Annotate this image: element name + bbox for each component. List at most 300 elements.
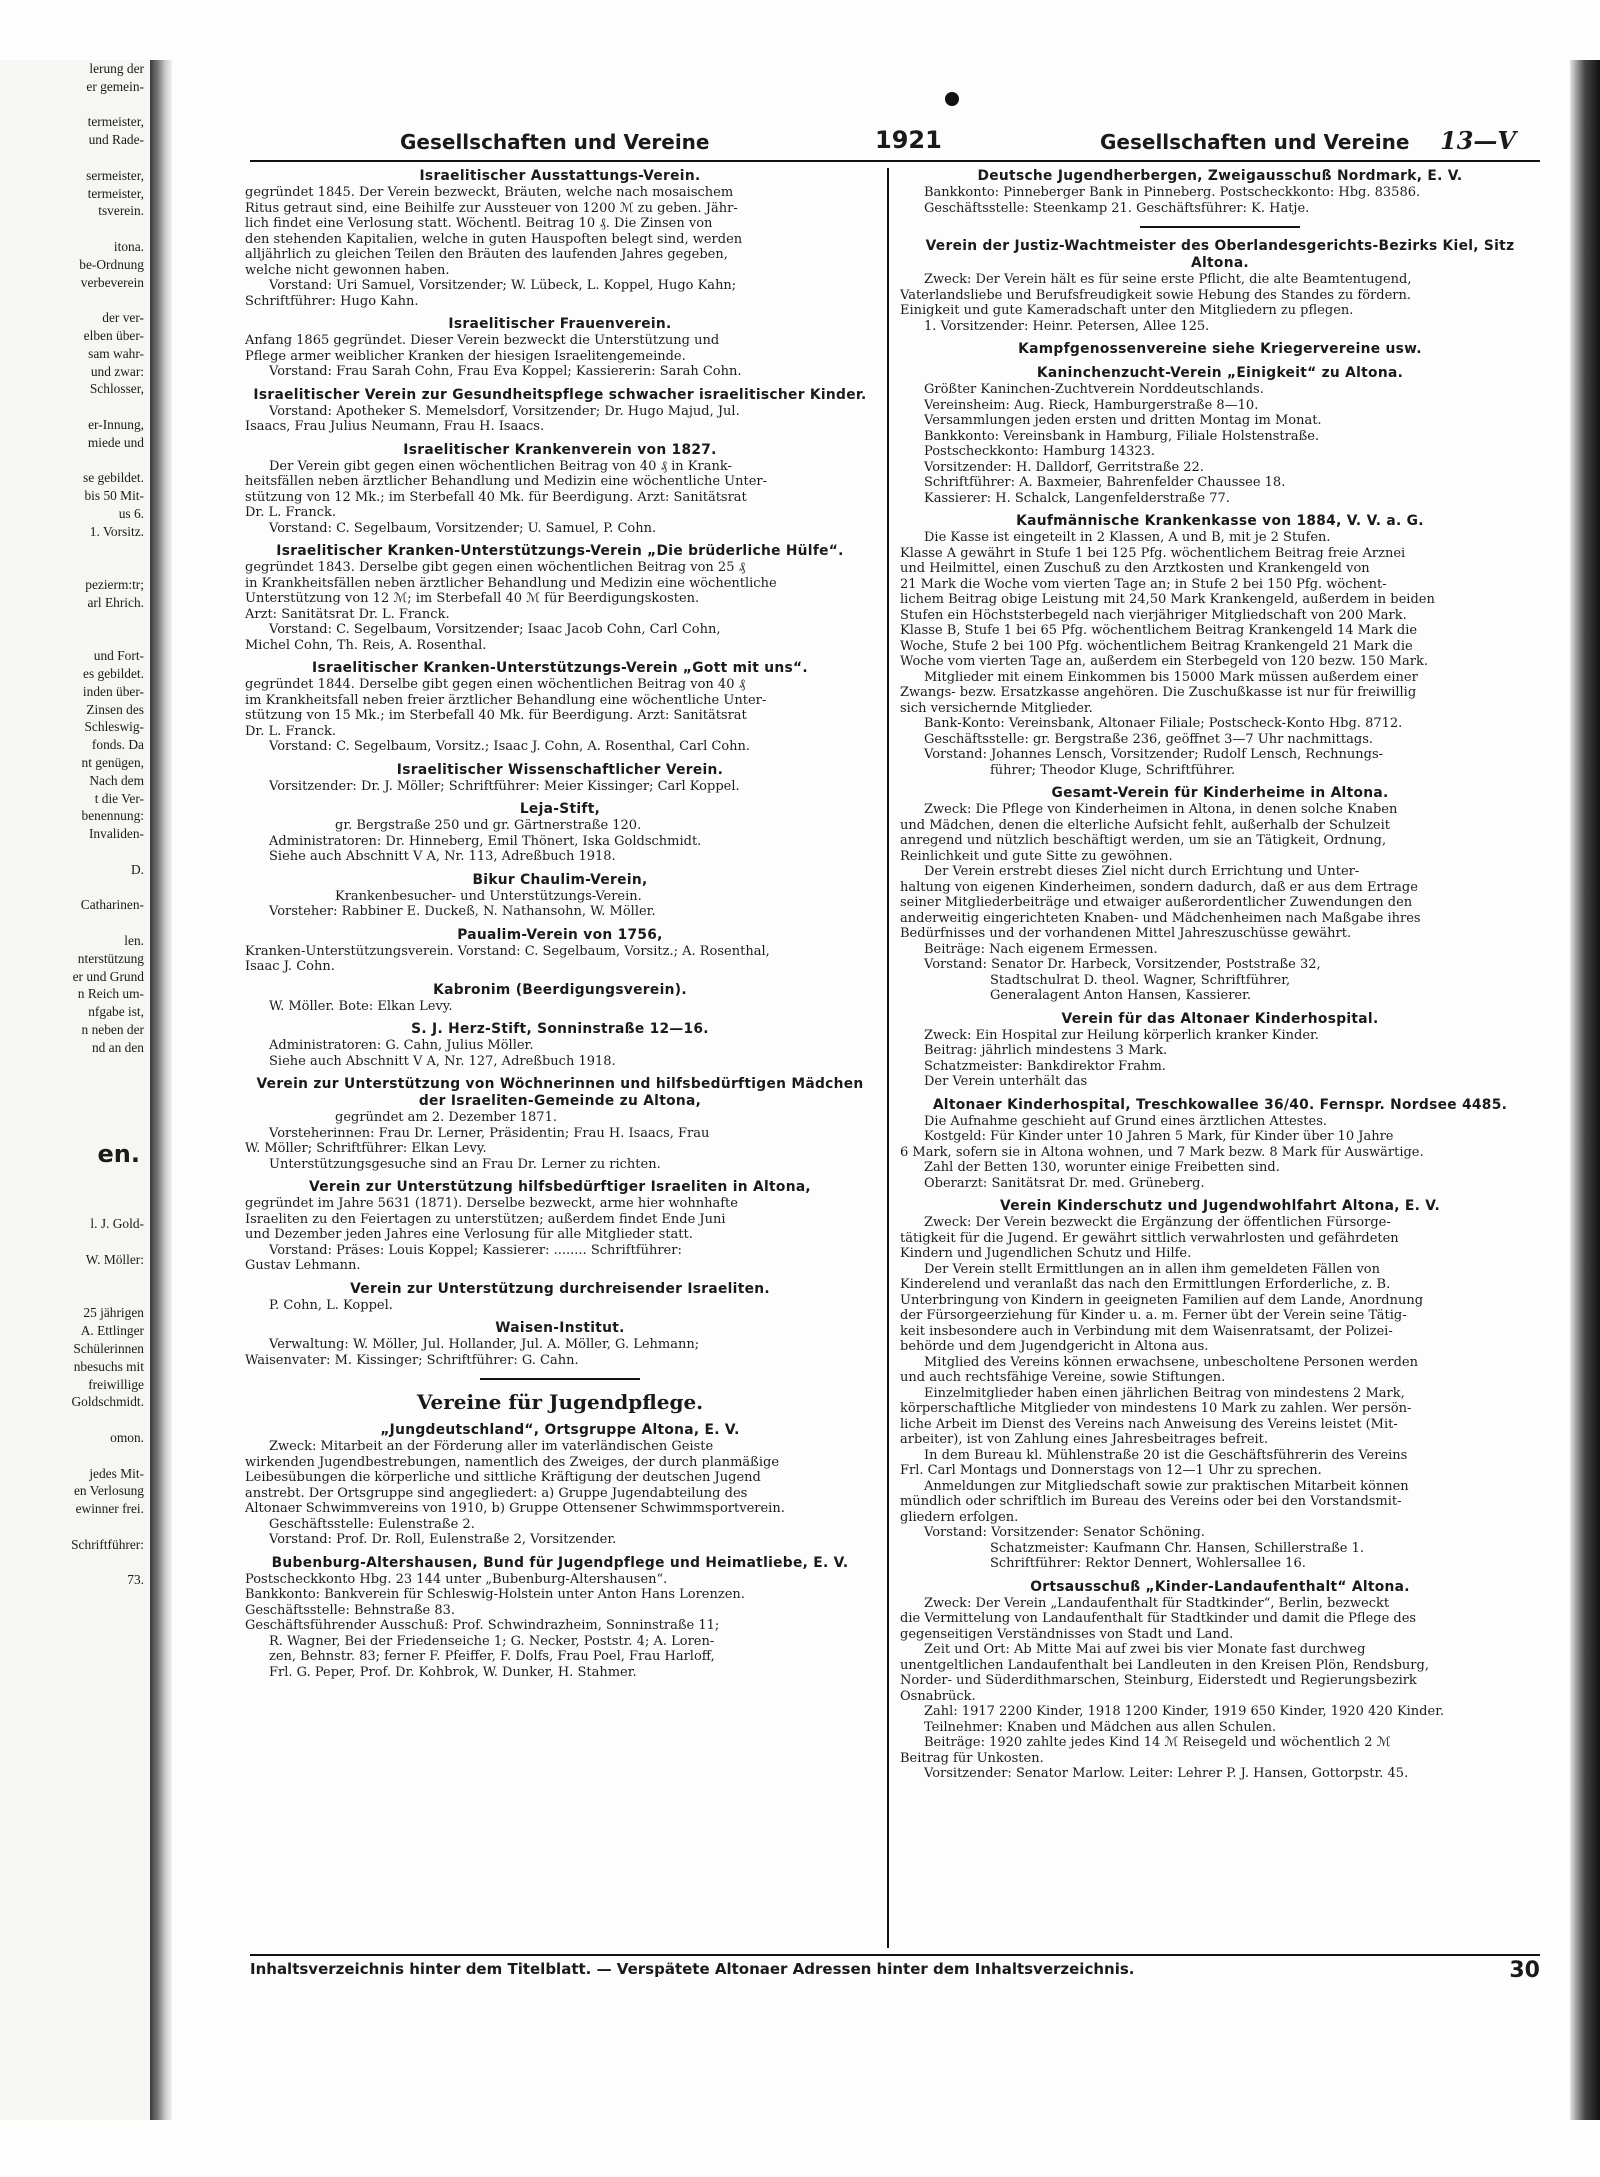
entry [900,1097,1540,1192]
entry-title: Kaufmännische Krankenkasse von 1884, V. V. a. G. [1016,513,1424,529]
facing-page-line: len. [124,933,144,949]
entry-line: Siehe auch Abschnitt V A, Nr. 113, Adreßbuch 1918. [269,849,616,864]
entry-line: Zweck: Mitarbeit an der Förderung aller im vaterländischen Geiste [269,1439,714,1454]
entry-line: Mitglieder mit einem Einkommen bis 15000 Mark müssen außerdem einer [924,669,1418,685]
facing-page-line: miede und [87,434,144,450]
entry-line: alljährlich zu gleichen Teilen den Bräuten des laufenden Jahres gegeben, [245,247,728,262]
entry-title: „Jungdeutschland“, Ortsgruppe Altona, E. V. [380,1422,740,1438]
entry-line: Isaac J. Cohn. [245,959,335,974]
entry-line: Postscheckkonto Hbg. 23 144 unter „Bubenburg-Altershausen“. [245,1571,668,1587]
facing-page-line: jedes Mit- [89,1465,144,1481]
entry-line: haltung von eigenen Kinderheimen, sondern dadurch, daß er aus dem Ertrage [900,879,1418,895]
entry-line: Dr. L. Franck. [245,723,337,739]
header-left: Gesellschaften und Vereine [400,130,710,154]
entry-body [245,1038,875,1069]
entry-title: Kabronim (Beerdigungsverein). [433,981,687,998]
entry-title: Waisen-Institut. [495,1320,625,1336]
entry-body [245,333,875,380]
entry-line: Frl. G. Peper, Prof. Dr. Kohbrok, W. Dunker, H. Stahmer. [269,1664,637,1680]
entry-body [900,1114,1540,1192]
entry-body [245,999,875,1015]
entry-title: Altonaer Kinderhospital, Treschkowallee 36/40. Fernspr. Nordsee 4485. [932,1096,1508,1113]
facing-page-line [0,1180,150,1198]
entry [245,1555,875,1681]
entry-line: Geschäftsstelle: Eulenstraße 2. [269,1516,475,1532]
entry-line: und Heilmittel, einen Zuschuß zu den Arztkosten und Krankengeld von [900,561,1370,576]
entry [245,387,875,435]
entry-line: Administratoren: G. Cahn, Julius Möller. [269,1038,534,1053]
entry-line: Zweck: Der Verein bezweckt die Ergänzung der öffentlichen Fürsorge- [924,1215,1391,1230]
entry-body [245,560,875,653]
entry-line: Vorsitzender: Dr. J. Möller; Schriftführer: Meier Kissinger; Carl Koppel. [269,778,740,794]
entry-line: Verwaltung: W. Möller, Jul. Hollander, Jul. A. Möller, G. Lehmann; [269,1337,700,1352]
entry-title: Israelitischer Wissenschaftlicher Verein. [396,761,724,778]
separator-rule [480,1378,640,1380]
column-rule [887,168,889,1948]
page-edge-shadow [1570,60,1600,2120]
entry-title: Bikur Chaulim-Verein, [472,871,648,888]
entry-title: Israelitischer Kranken-Unterstützungs-Verein „Gott mit uns“. [312,660,808,676]
entry-line: Geschäftsstelle: Behnstraße 83. [245,1602,456,1618]
entry-line: wirkenden Jugendbestrebungen, namentlich des Zweiges, der durch planmäßige [245,1454,780,1470]
entry-title: Deutsche Jugendherbergen, Zweigausschuß Nordmark, E. V. [977,168,1463,184]
facing-page-line: freiwillige [88,1376,144,1392]
facing-page-line: und zwar: [90,363,144,379]
entry-line: Gustav Lehmann. [245,1258,361,1273]
entry-line: Kinderelend und veranlaßt das nach den Ermittlungen Erforderliche, z. B. [900,1277,1391,1292]
entry-body [245,1439,875,1548]
left-column [245,168,875,1948]
entry-line: Zahl: 1917 2200 Kinder, 1918 1200 Kinder, 1919 650 Kinder, 1920 420 Kinder. [924,1704,1445,1719]
entry [245,168,875,309]
entry-title: Paualim-Verein von 1756, [457,926,663,943]
entry-line: Geschäftsführender Ausschuß: Prof. Schwindrazheim, Sonninstraße 11; [245,1618,720,1633]
facing-page-line [0,914,150,932]
facing-page-line [0,291,150,309]
entry-line: W. Möller; Schriftführer: Elkan Levy. [245,1141,487,1156]
entry-line: Zeit und Ort: Ab Mitte Mai auf zwei bis vier Monate fast durchweg [924,1642,1366,1657]
entry-line: Beiträge: 1920 zahlte jedes Kind 14 ℳ Reisegeld und wöchentlich 2 ℳ [924,1735,1391,1750]
facing-page-line: n Reich um- [77,986,144,1002]
facing-page-line [0,1074,150,1092]
entry [900,785,1540,1004]
entry-line: 1. Vorsitzender: Heinr. Petersen, Allee 125. [924,318,1210,334]
entry-line: Vorstand: Frau Sarah Cohn, Frau Eva Koppel; Kassiererin: Sarah Cohn. [269,364,742,379]
entry-line: Größter Kaninchen-Zuchtverein Norddeutschlands. [924,382,1264,397]
entry-body [900,1215,1540,1572]
facing-page-line [0,149,150,167]
entry-title: Kaninchenzucht-Verein „Einigkeit“ zu Altona. [1036,365,1404,381]
entry-title: Verein zur Unterstützung durchreisender Israeliten. [350,1280,770,1297]
facing-page-line [0,1233,150,1251]
facing-page-line: nfgabe ist, [88,1004,144,1020]
facing-page-line: und Fort- [93,648,144,664]
book-gutter [150,60,172,2120]
facing-page-line [0,220,150,238]
entry-body [245,944,875,975]
entry-title: Verein der Justiz-Wachtmeister des Oberlandesgerichts-Bezirks Kiel, Sitz Altona. [925,238,1515,271]
entry-title: Verein zur Unterstützung von Wöchnerinnen und hilfsbedürftigen Mädchen der Israeliten-Gemeinde zu Altona, [256,1076,864,1109]
entry-body [245,677,875,755]
entry-line: Bankkonto: Pinneberger Bank in Pinneberg. Postscheckkonto: Hbg. 83586. [924,185,1421,200]
entry-line: Anfang 1865 gegründet. Dieser Verein bezweckt die Unterstützung und [245,333,720,348]
entry [245,872,875,920]
entry-line: Schatzmeister: Bankdirektor Frahm. [924,1058,1166,1074]
facing-page-line: ewinner frei. [75,1501,144,1517]
facing-page-line [0,541,150,559]
facing-page-line [0,879,150,897]
facing-page-line: Catharinen- [80,897,144,913]
facing-page-line: 1. Vorsitz. [89,523,144,539]
header-right: Gesellschaften und Vereine [1100,130,1410,154]
facing-page-line: n neben der [81,1022,144,1038]
entry-line: W. Möller. Bote: Elkan Levy. [269,998,453,1014]
entry-line: Beitrag: jährlich mindestens 3 Mark. [924,1043,1168,1058]
entry-line: Vorsitzender: Senator Marlow. Leiter: Lehrer P. J. Hansen, Gottorpstr. 45. [924,1766,1409,1781]
facing-page-line [0,1269,150,1287]
entry-line: Administratoren: Dr. Hinneberg, Emil Thönert, Iska Goldschmidt. [269,833,702,849]
entry-title: Kampfgenossenvereine siehe Kriegervereine usw. [1018,341,1422,357]
entry-line: Versammlungen jeden ersten und dritten Montag im Monat. [924,413,1322,428]
entry [245,1179,875,1274]
entry [900,1579,1540,1782]
entry-line: P. Cohn, L. Koppel. [269,1297,393,1313]
entry-line: Leibesübungen die körperliche und sittliche Kräftigung der deutschen Jugend [245,1470,761,1485]
facing-page-line: er gemein- [86,78,144,94]
entry-body [245,459,875,537]
entry [245,543,875,653]
entry-line: Einigkeit und gute Kameradschaft unter den Mitgliedern zu pflegen. [900,303,1354,318]
entry-body [245,1298,875,1314]
facing-page-line: es gebildet. [83,666,144,682]
facing-page-line: Nach dem [89,772,144,788]
entry [900,168,1540,216]
entry-line: Vorstand: C. Segelbaum, Vorsitzender; U. Samuel, P. Cohn. [269,520,657,536]
entry-title: Bubenburg-Altershausen, Bund für Jugendpflege und Heimatliebe, E. V. [271,1554,849,1571]
facing-page-line: und Rade- [88,132,144,148]
entry-line: im Krankheitsfall neben freier ärztlicher Behandlung eine wöchentliche Unter- [245,692,767,708]
entry-line: Einzelmitglieder haben einen jährlichen Beitrag von mindestens 2 Mark, [924,1385,1405,1401]
entry-line: den stehenden Kapitalien, welche in guten Hauspoften belegt sind, werden [245,231,743,247]
entry-line: Israeliten zu den Feiertagen zu unterstützen; außerdem findet Ende Juni [245,1211,726,1227]
facing-page-line: benennung: [81,808,144,824]
entry-line: Geschäftsstelle: gr. Bergstraße 236, geöffnet 3—7 Uhr nachmittags. [924,731,1374,747]
entry-line: In dem Bureau kl. Mühlenstraße 20 ist die Geschäftsführerin des Vereins [924,1447,1408,1463]
entry-line: Schriftführer: Hugo Kahn. [245,293,419,309]
entry-line: Der Verein gibt gegen einen wöchentlichen Beitrag von 40 ₰ in Krank- [269,458,732,474]
entry-line: Vaterlandsliebe und Berufsfreudigkeit sowie Hebung des Standes zu fördern. [900,287,1411,303]
facing-page-line: der ver- [102,310,144,326]
entry-line: Unterstützungsgesuche sind an Frau Dr. Lerner zu richten. [269,1156,661,1172]
facing-page-line: elben über- [83,327,144,343]
entry-title: Verein Kinderschutz und Jugendwohlfahrt Altona, E. V. [999,1198,1441,1214]
facing-page-line [0,630,150,648]
entry-line: 21 Mark die Woche vom vierten Tage an; in Stufe 2 bei 150 Pfg. wöchent- [900,576,1387,592]
entry-body [245,1337,875,1368]
facing-page-line [0,1554,150,1572]
entry-line: Kranken-Unterstützungsverein. Vorstand: C. Segelbaum, Vorsitz.; A. Rosenthal, [245,943,770,959]
entry-line: und Dezember jeden Jahres eine Verlosung für alle Mitglieder statt. [245,1227,693,1242]
entry-line: Vorstand: C. Segelbaum, Vorsitzender; Isaac Jacob Cohn, Carl Cohn, [269,622,721,637]
facing-page-line [0,452,150,470]
facing-page-line: 25 jährigen [83,1305,144,1321]
entry-line: Woche vom vierten Tage an, außerdem ein Sterbegeld von 120 bezw. 150 Mark. [900,654,1428,669]
entry [900,238,1540,334]
entry-line: Kostgeld: Für Kinder unter 10 Jahren 5 Mark, für Kinder über 10 Jahre [924,1129,1394,1144]
entry-line: Der Verein erstrebt dieses Ziel nicht durch Errichtung und Unter- [924,864,1360,879]
entry-line: gegründet 1845. Der Verein bezweckt, Bräuten, welche nach mosaischem [245,185,734,200]
facing-page-line: nt genügen, [81,755,144,771]
facing-page-line: verbeverein [80,274,144,290]
facing-page-line [0,558,150,576]
facing-page-line: sam wahr- [88,345,144,361]
entry [245,1281,875,1314]
entry-line: führer; Theodor Kluge, Schriftführer. [990,762,1236,778]
entry-body [245,1572,875,1681]
entry-line: Zweck: Der Verein „Landaufenthalt für Stadtkinder“, Berlin, bezweckt [924,1595,1390,1611]
page-header [250,126,1540,162]
facing-page-line: A. Ettlinger [80,1323,144,1339]
entry-line: Schatzmeister: Kaufmann Chr. Hansen, Schillerstraße 1. [990,1540,1365,1556]
entry-line: Ritus getraut sind, eine Beihilfe zur Aussteuer von 1200 ℳ zu geben. Jähr- [245,200,738,216]
entry-line: Waisenvater: M. Kissinger; Schriftführer: G. Cahn. [245,1352,579,1368]
entry-line: lich findet eine Verlosung statt. Wöchentl. Beitrag 10 ₰. Die Zinsen von [245,216,713,231]
section-title: Vereine für Jugendpflege. [416,1390,704,1414]
facing-page-line: inden über- [82,683,144,699]
header-year: 1921 [875,126,942,154]
entry-title: Israelitischer Frauenverein. [448,316,672,332]
facing-page-line: lerung der [89,61,144,76]
entry-line: Stadtschulrat D. theol. Wagner, Schriftführer, [990,972,1291,988]
entry-line: seiner Mitgliederbeiträge und etwaiger außerordentlicher Zuwendungen den [900,895,1413,910]
facing-page-line: arl Ehrich. [87,594,144,610]
entry-line: Siehe auch Abschnitt V A, Nr. 127, Adreßbuch 1918. [269,1053,616,1069]
entry-line: Michel Cohn, Th. Reis, A. Rosenthal. [245,637,487,653]
entry-line: welche nicht gewonnen haben. [245,262,450,278]
entry-line: Geschäftsstelle: Steenkamp 21. Geschäftsführer: K. Hatje. [924,200,1310,216]
entry-title: Gesamt-Verein für Kinderheime in Altona. [1051,785,1389,801]
entry-body [900,1028,1540,1090]
entry-body [900,185,1540,216]
entry-line: Frl. Carl Montags und Donnerstags von 12—1 Uhr zu sprechen. [900,1463,1322,1478]
entry-title: Israelitischer Krankenverein von 1827. [403,441,717,458]
entry-line: arbeiter), ist von Zahlung eines Jahresbeitrages befreit. [900,1432,1269,1447]
facing-page-line: nterstützung [77,950,144,966]
entry-line: Bank-Konto: Vereinsbank, Altonaer Filiale; Postscheck-Konto Hbg. 8712. [924,716,1403,731]
entry-line: Arzt: Sanitätsrat Dr. L. Franck. [245,606,450,622]
entry-line: Bankkonto: Bankverein für Schleswig-Holstein unter Anton Hans Lorenzen. [245,1587,745,1602]
entry-line: Die Kasse ist eingeteilt in 2 Klassen, A und B, mit je 2 Stufen. [924,530,1331,545]
entry [900,1198,1540,1572]
facing-page-line [0,1411,150,1429]
facing-page-line: Goldschmidt. [71,1394,144,1410]
entry-line: Vorstand: Prof. Dr. Roll, Eulenstraße 2, Vorsitzender. [269,1532,617,1547]
facing-page-line: D. [130,861,144,877]
entry-body [900,272,1540,334]
facing-page-line: se gebildet. [83,470,144,486]
entry-line: Vorsitzender: H. Dalldorf, Gerritstraße 22. [924,459,1204,475]
entry-line: unentgeltlichen Landaufenthalt bei Landleuten in den Kreisen Plön, Rendsburg, [900,1657,1429,1673]
entry-line: Zwangs- bezw. Ersatzkasse angehören. Die Zuschußkasse ist nur für freiwillig [900,685,1417,700]
entry [245,982,875,1015]
entry-line: Schriftführer: A. Baxmeier, Bahrenfelder Chaussee 18. [924,475,1286,490]
entry-line: Beiträge: Nach eigenem Ermessen. [924,941,1158,957]
facing-page-line: sermeister, [86,167,144,183]
entry [245,660,875,755]
facing-page-line: termeister, [87,185,144,201]
entry-line: Zweck: Die Pflege von Kinderheimen in Altona, in denen solche Knaben [924,802,1398,817]
facing-page-line: pezierm:tr; [85,577,144,593]
entry-line: anregend und nützlich beschäftigt werden, um sie an Tätigkeit, Ordnung, [900,833,1387,848]
entry-line: Oberarzt: Sanitätsrat Dr. med. Grüneberg. [924,1175,1205,1191]
entry-line: Postscheckkonto: Hamburg 14323. [924,444,1156,459]
entry-body [900,530,1540,778]
entry-line: stützung von 15 Mk.; im Sterbefall 40 Mk. für Beerdigung. Arzt: Sanitätsrat [245,708,747,723]
facing-page-line: Schlosser, [89,381,144,397]
entry-line: gegründet am 2. Dezember 1871. [335,1110,557,1125]
entry-line: Pflege armer weiblicher Kranken der hiesigen Israelitengemeinde. [245,348,686,364]
entry-line: und auch rechtsfähige Vereine, sowie Stiftungen. [900,1370,1226,1385]
entry-line: in Krankheitsfällen neben ärztlicher Behandlung und Medizin eine wöchentliche [245,575,777,591]
entry [900,365,1540,506]
facing-page-line [0,843,150,861]
entry [245,927,875,975]
entry [245,762,875,795]
entry [245,1021,875,1069]
entry [245,801,875,865]
entry-title: Verein zur Unterstützung hilfsbedürftiger Israeliten in Altona, [309,1179,811,1195]
entry-title: Israelitischer Ausstattungs-Verein. [419,168,701,184]
entry [245,1422,875,1548]
entry-line: Vorsteher: Rabbiner E. Duckeß, N. Nathansohn, W. Möller. [269,904,656,919]
entry-line: gr. Bergstraße 250 und gr. Gärtnerstraße 120. [335,818,642,833]
entry-line: Kassierer: H. Schalck, Langenfelderstraße 77. [924,490,1230,506]
entry [900,513,1540,778]
facing-page-line: t die Ver- [94,790,144,806]
entry-title: S. J. Herz-Stift, Sonninstraße 12—16. [411,1021,709,1037]
entry-line: Krankenbesucher- und Unterstützungs-Verein. [335,888,642,904]
entry-line: gegründet im Jahre 5631 (1871). Derselbe bezweckt, arme hier wohnhafte [245,1196,738,1211]
facing-page-line: Schriftführer: [71,1536,144,1552]
entry-line: Anmeldungen zur Mitgliedschaft sowie zur praktischen Mitarbeit können [924,1478,1409,1494]
entry [245,1320,875,1368]
entry-line: behörde und dem Jugendgericht in Altona aus. [900,1339,1209,1354]
entry [900,341,1540,358]
facing-page-line: omon. [110,1429,144,1445]
entry-line: Der Verein unterhält das [924,1074,1088,1089]
entry-line: Klasse B, Stufe 1 bei 65 Pfg. wöchentlichem Beitrag Krankengeld 14 Mark die [900,623,1418,638]
entry-body [245,1110,875,1172]
entry-line: Osnabrück. [900,1688,976,1704]
entry [245,1076,875,1172]
facing-page-line: l. J. Gold- [90,1216,144,1232]
entry-line: Beitrag für Unkosten. [900,1750,1044,1766]
entry-line: Isaacs, Frau Julius Neumann, Frau H. Isaacs. [245,419,545,434]
facing-page-line: Invaliden- [88,826,144,842]
entry-line: Mitglied des Vereins können erwachsene, unbescholtene Personen werden [924,1354,1418,1370]
entry-line: Vorstand: Senator Dr. Harbeck, Vorsitzender, Poststraße 32, [924,957,1321,972]
entry-line: Zahl der Betten 130, worunter einige Freibetten sind. [924,1160,1280,1175]
facing-page-line [0,1287,150,1305]
facing-page-line: fonds. Da [91,737,144,753]
entry-line: Vorstand: Vorsitzender: Senator Schöning. [924,1525,1205,1540]
facing-page-edge [0,60,152,2120]
facing-page-line: tsverein. [98,203,144,219]
entry-body [245,404,875,435]
entry-line: gliedern erfolgen. [900,1509,1019,1525]
entry-title: Verein für das Altonaer Kinderhospital. [1061,1010,1379,1027]
facing-page-line [0,1198,150,1216]
entry-line: Dr. L. Franck. [245,505,337,520]
facing-page-line: Schleswig- [84,719,144,735]
facing-page-line: bis 50 Mit- [84,488,144,504]
entry-line: sich versichernde Mitglieder. [900,700,1093,716]
entry-line: der Fürsorgeerziehung für Kinder u. a. m. Ferner übt der Verein seine Tätig- [900,1308,1407,1323]
entry-line: lichem Beitrag obige Leistung mit 24,50 Mark Krankengeld, außerdem in beiden [900,592,1435,607]
entry-body [245,1196,875,1274]
entry-title: Leja-Stift, [519,801,601,817]
entry-body [245,185,875,309]
entry-line: tätigkeit für die Jugend. Er gewährt sittlich verwahrlosten und gefährdeten [900,1230,1399,1246]
entry-line: mündlich oder schriftlich im Bureau des Vereins oder bei den Vorstandsmit- [900,1494,1402,1509]
entry-body [900,382,1540,506]
entry-body [245,779,875,795]
entry-line: Vereinsheim: Aug. Rieck, Hamburgerstraße 8—10. [924,397,1259,413]
entry-line: und Mädchen, denen die elterliche Aufsicht fehlt, außerhalb der Schulzeit [900,817,1390,833]
ink-dot [945,92,959,106]
facing-page-line: Zinsen des [86,701,144,717]
entry [900,1011,1540,1090]
entry-line: keit insbesondere auch in Verbindung mit dem Waisenratsamt, der Polizei- [900,1323,1393,1339]
entry-line: gegründet 1843. Derselbe gibt gegen einen wöchentlichen Beitrag von 25 ₰ [245,560,746,575]
entry-body [245,818,875,865]
facing-page-line: 73. [127,1572,144,1588]
facing-page-line [0,1447,150,1465]
entry-line: Schriftführer: Rektor Dennert, Wohlersallee 16. [990,1556,1306,1571]
separator-rule [1140,226,1300,228]
entry-line: heitsfällen neben ärztlicher Behandlung und Medizin eine wöchentliche Unter- [245,474,768,489]
entry-line: stützung von 12 Mk.; im Sterbefall 40 Mk. für Beerdigung. Arzt: Sanitätsrat [245,489,747,505]
entry-line: anderweitig eingerichteten Knaben- und Mädchenheimen nach Maßgabe ihres [900,910,1421,926]
facing-page-line: be-Ordnung [79,256,144,272]
entry-line: Reinlichkeit und gute Sitte zu gewöhnen. [900,848,1173,864]
entry-line: Teilnehmer: Knaben und Mädchen aus allen Schulen. [924,1719,1277,1735]
entry-line: Stufen ein Höchststerbegeld nach vierjähriger Mitgliedschaft von 200 Mark. [900,607,1407,623]
entry-body [900,802,1540,1004]
facing-page-line: termeister, [87,114,144,130]
entry-line: Klasse A gewährt in Stufe 1 bei 125 Pfg. wöchentlichem Beitrag freie Arznei [900,545,1406,561]
entry-line: Vorstand: C. Segelbaum, Vorsitz.; Isaac J. Cohn, A. Rosenthal, Carl Cohn. [269,739,751,754]
entry-line: die Vermittelung von Landaufenthalt für Stadtkinder und damit die Pflege des [900,1611,1417,1626]
footer-text: Inhaltsverzeichnis hinter dem Titelblatt. — Verspätete Altonaer Adressen hinter dem Inhaltsverzeichnis. [250,1960,1135,1978]
right-column [900,168,1540,1948]
facing-page-line [0,398,150,416]
page-footer [250,1954,1540,1983]
page-number: 30 [1509,1958,1540,1983]
entry-line: anstrebt. Der Ortsgruppe sind angegliedert: a) Gruppe Jugendabteilung des [245,1485,748,1501]
entry-line: körperschaftliche Mitglieder von mindestens 10 Mark zu zahlen. Wer persön- [900,1401,1412,1416]
facing-page-line [0,1092,150,1110]
entry-body [900,1596,1540,1782]
entry-line: Unterbringung von Kindern in geeigneten Familien auf dem Lande, Anordnung [900,1292,1424,1308]
entry-line: 6 Mark, sofern sie in Altona wohnen, und 7 Mark bezw. 8 Mark für Auswärtige. [900,1144,1424,1160]
entry-line: Bankkonto: Vereinsbank in Hamburg, Filiale Holstenstraße. [924,428,1320,444]
facing-page-line [0,612,150,630]
entry-line: Generalagent Anton Hansen, Kassierer. [990,988,1252,1003]
facing-page-line: us 6. [118,505,144,521]
entry-line: Kindern und Jugendlichen Schutz und Hilfe. [900,1246,1192,1261]
entry-line: Vorstand: Apotheker S. Memelsdorf, Vorsitzender; Dr. Hugo Majud, Jul. [269,403,740,419]
